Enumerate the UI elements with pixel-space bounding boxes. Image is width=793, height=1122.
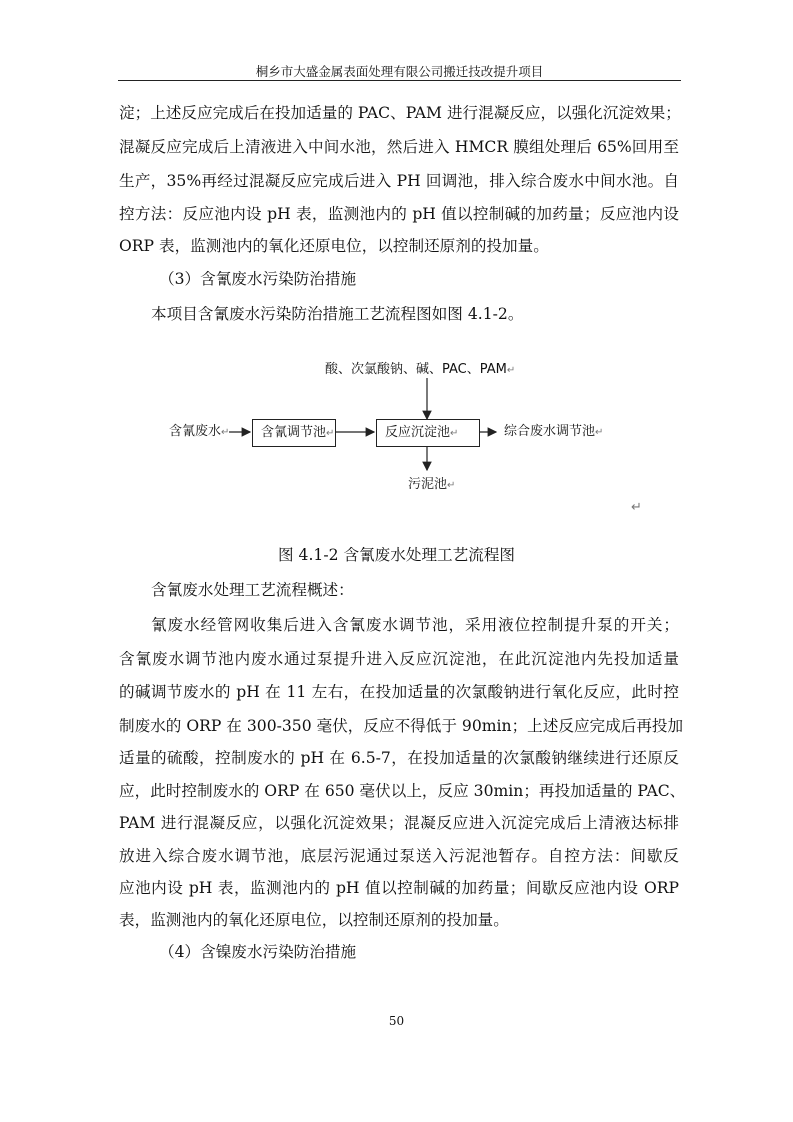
box1-label: 含氰调节池↵ <box>261 425 335 440</box>
section-heading: （3）含氰废水污染防治措施 <box>159 270 357 288</box>
text-line: 混凝反应完成后上清液进入中间水池，然后进入 HMCR 膜组处理后 65%回用至 <box>119 138 679 156</box>
text-line: 的碱调节废水的 pH 在 11 左右，在投加适量的次氯酸钠进行氧化反应，此时控 <box>119 683 679 701</box>
text-line: 淀；上述反应完成后在投加适量的 PAC、PAM 进行混凝反应，以强化沉淀效果； <box>119 104 681 122</box>
box-cyanide-tank <box>252 419 336 447</box>
box2-label: 反应沉淀池↵ <box>385 425 459 440</box>
page-number: 50 <box>388 1014 405 1028</box>
input-label: 含氰废水↵ <box>169 424 230 439</box>
text-line: 适量的硫酸，控制废水的 pH 在 6.5-7，在投加适量的次氯酸钠继续进行还原反 <box>119 749 679 767</box>
page-header <box>118 62 681 81</box>
text-line: 表，监测池内的氧化还原电位，以控制还原剂的投加量。 <box>119 911 509 929</box>
text-line: 含氰废水调节池内废水通过泵提升进入反应沉淀池，在此沉淀池内先投加适量 <box>119 650 679 668</box>
figure-caption: 图 4.1-2 含氰废水处理工艺流程图 <box>277 546 516 564</box>
text-line: 氰废水经管网收集后进入含氰废水调节池，采用液位控制提升泵的开关； <box>151 616 679 634</box>
text-line: 制废水的 ORP 在 300-350 毫伏，反应不得低于 90min；上述反应完成后再投加 <box>119 717 684 735</box>
flow-diagram <box>165 356 645 516</box>
box-reaction-tank <box>376 419 480 447</box>
text-line: ORP 表，监测池内的氧化还原电位，以控制还原剂的投加量。 <box>119 237 549 255</box>
end-para-mark: ↵ <box>631 500 642 515</box>
text-line: PAM 进行混凝反应，以强化沉淀效果；混凝反应进入沉淀完成后上清液达标排 <box>119 814 679 832</box>
text-line: 应，此时控制废水的 ORP 在 650 毫伏以上，反应 30min；再投加适量的 PAC、 <box>119 782 686 800</box>
text-line: 放进入综合废水调节池，底层污泥通过泵送入污泥池暂存。自控方法：间歇反 <box>119 847 679 865</box>
text-line: 控方法：反应池内设 pH 表，监测池内的 pH 值以控制碱的加药量；反应池内设 <box>119 205 679 223</box>
intro-text: 本项目含氰废水污染防治措施工艺流程图如图 4.1-2。 <box>151 305 524 323</box>
text-line: 应池内设 pH 表，监测池内的 pH 值以控制碱的加药量；间歇反应池内设 ORP <box>119 879 679 897</box>
sludge-label: 污泥池↵ <box>408 477 456 492</box>
header-title: 桐乡市大盛金属表面处理有限公司搬迁技改提升项目 <box>255 64 544 79</box>
chemicals-label: 酸、次氯酸钠、碱、PAC、PAM↵ <box>325 362 516 377</box>
output-label: 综合废水调节池↵ <box>504 424 604 439</box>
text-line: 生产，35%再经过混凝反应完成后进入 PH 回调池，排入综合废水中间水池。自 <box>119 172 679 190</box>
summary-title: 含氰废水处理工艺流程概述： <box>151 581 354 599</box>
section-heading: （4）含镍废水污染防治措施 <box>159 943 357 961</box>
